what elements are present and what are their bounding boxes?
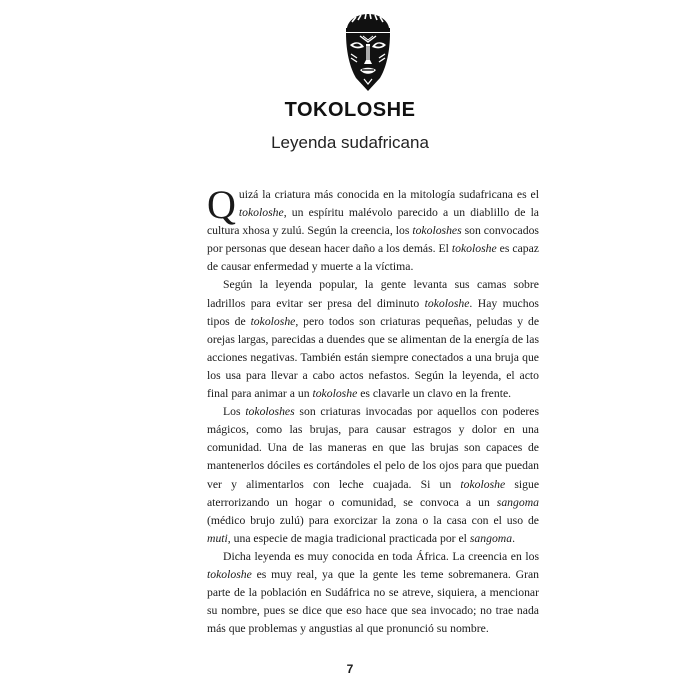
- page-number: 7: [346, 662, 354, 676]
- paragraph-4: [207, 548, 539, 638]
- italic-term: tokoloshe: [207, 567, 252, 581]
- italic-term: sangoma: [496, 495, 539, 509]
- italic-term: sangoma: [469, 531, 513, 545]
- text-span: es clavarle un clavo en la frente.: [357, 387, 512, 401]
- text-span: , una especie de magia tradicional practicada por el: [227, 531, 470, 545]
- text-span: sigue aterrorizando un hogar o comunidad, se convoca a un: [207, 477, 540, 509]
- italic-term: tokoloshe: [424, 296, 470, 310]
- text-span: uizá la criatura más conocida en la mitología sudafricana es el: [238, 188, 539, 201]
- text-span: es muy real, ya que la gente les teme sobremanera. Gran parte de la población en Sudáfrica no se atreve, siquiera, a mencionar su nombre, pues se dice que eso hace que sea invocado; no trae nada más que problemas y angustias al que pronunció su nombre.: [207, 567, 539, 636]
- page-title: TOKOLOSHE: [284, 99, 416, 121]
- paragraph-2: [207, 276, 539, 403]
- story-text: [207, 182, 540, 638]
- text-span: , pero todos son criaturas pequeñas, peludas y de orejas largas, parecidas a duendes que se alimentan de la energía de las acciones negativas. También están siempre conectados a una bruja que los usa para llevar a cabo actos nefastos. Según la leyenda, el acto final para animar a un: [207, 314, 540, 401]
- italic-term: tokoloshe: [451, 242, 497, 256]
- text-span: son criaturas invocadas por aquellos con poderes mágicos, como las brujas, para causar estragos y dolor en una comunidad. Una de las maneras en que las brujas son capaces de mantenerlos dóciles es cortándoles el pelo de los ojos para que puedan ver y alimentarlos con leche cuajada. Si un: [207, 405, 540, 491]
- italic-term: tokoloshe: [312, 387, 358, 401]
- tribal-mask-icon: [342, 12, 394, 92]
- text-span: Los: [223, 405, 246, 419]
- paragraph-1: [207, 182, 539, 276]
- text-span: son convocados por personas que desean hacer daño a los demás. El: [207, 224, 539, 256]
- italic-term: muti: [207, 531, 228, 545]
- italic-term: tokoloshes: [412, 224, 462, 238]
- italic-term: tokoloshe: [460, 477, 506, 491]
- text-span: . Hay muchos tipos de: [207, 296, 539, 328]
- text-span: (médico brujo zulú) para exorcizar la zona o la casa con el uso de: [207, 513, 539, 527]
- italic-term: tokoloshe: [238, 206, 284, 220]
- page-subtitle: Leyenda sudafricana: [271, 133, 429, 152]
- text-span: Dicha leyenda es muy conocida en toda África. La creencia en los: [223, 549, 539, 563]
- italic-term: tokoloshes: [245, 405, 295, 419]
- text-span: , un espíritu malévolo parecido a un diablillo de la cultura xhosa y zulú. Según la creencia, los: [207, 206, 539, 238]
- paragraph-3: [207, 403, 539, 548]
- text-span: Según la leyenda popular, la gente levanta sus camas sobre ladrillos para evitar ser presa del diminuto: [207, 278, 539, 310]
- text-span: es capaz de causar enfermedad y muerte a la víctima.: [207, 242, 539, 274]
- text-span: .: [512, 531, 515, 545]
- italic-term: tokoloshe: [250, 314, 296, 328]
- drop-cap: Q: [207, 182, 236, 227]
